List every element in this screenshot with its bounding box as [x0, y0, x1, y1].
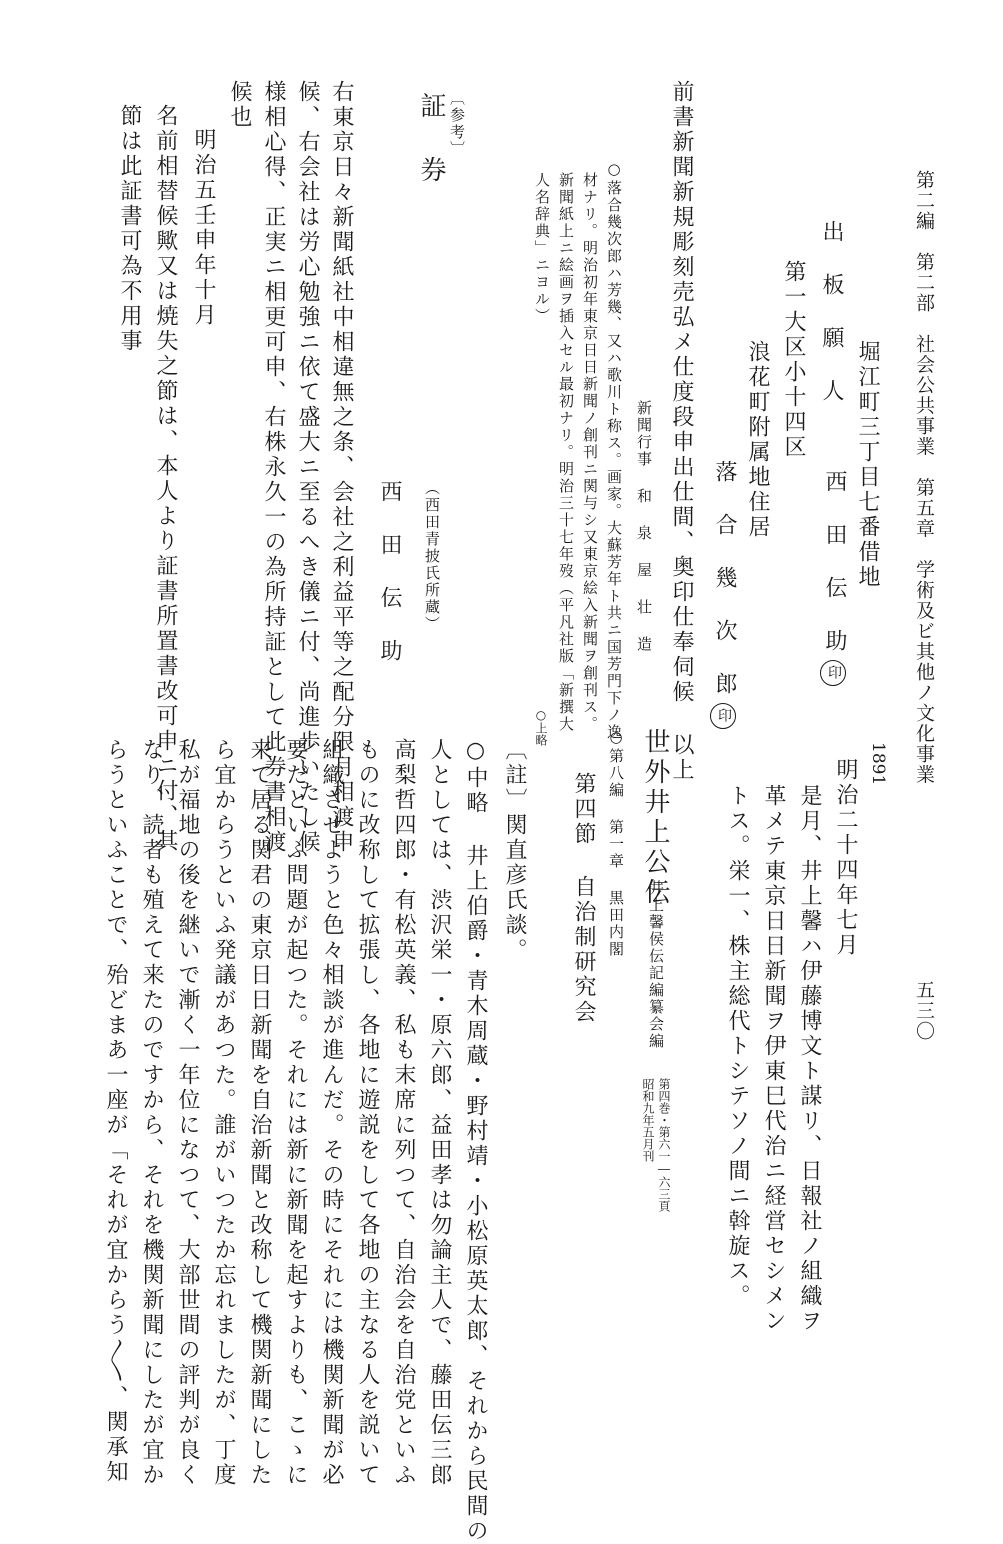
page-number: 五三〇	[913, 980, 935, 1042]
request-line: 前書新聞新規彫刻売弘メ仕度段申出仕間、奥印仕奉伺候 以上	[669, 80, 694, 783]
certificate-body-2: 候、右会社は労心勉強ニ依て盛大ニ至るへき儀ニ付、尚進歩いたし候	[295, 80, 320, 855]
official-line: 新聞行事 和 泉 屋 壮 造	[635, 400, 653, 653]
seki-note-line-11: らうといふことで、殆どまあ一座が「それが宜からう〳〵、関承知	[103, 738, 128, 1485]
running-head: 第二編 第二部 社会公共事業 第五章 学術及ビ其他ノ文化事業	[913, 170, 935, 785]
applicant-name: 西 田 伝 助印	[820, 470, 846, 686]
seki-note-heading: 〔註〕関直彦氏談。	[502, 738, 527, 963]
book-section: 第四節 自治制研究会	[571, 772, 596, 1025]
entry-line-1: 是月、井上馨ハ伊藤博文ト謀リ、日報社ノ組織ヲ	[797, 784, 822, 1334]
seki-note-line-5: 組織させようと色々相談が進んだ。その時にそれには機関新聞が必	[319, 738, 344, 1488]
address-line: 堀江町三丁目七番借地	[855, 340, 880, 590]
certificate-body-3: 様相心得、正実ニ相更可申、右株永久一の為所持証として此券書相渡	[261, 80, 286, 855]
note-ochiai-3: 新聞紙上ニ絵画ヲ插入セル最初ナリ。明治三十七年歿（平凡社版「新撰大	[557, 172, 575, 733]
book-chapter: ○第八編 第一章 黒田内閣	[607, 728, 625, 958]
certificate-date: 明治五壬申年十月	[191, 128, 216, 328]
certificate-source: （西田青披氏所蔵）	[423, 480, 441, 633]
seki-note-line-7: 来て居る関君の東京日日新聞を自治新聞と改称して機関新聞にした	[247, 738, 272, 1488]
seki-note-line-10: なり、読者も殖えて来たのですから、それを機関新聞にしたが宜か	[139, 738, 164, 1488]
entry-date: 明治二十四年七月	[833, 758, 858, 958]
certificate-title: 証 券	[416, 92, 446, 186]
applicant-label: 出 板 願 人	[819, 220, 844, 404]
note-ochiai-2: 材ナリ。明治初年東京日日新聞ノ創刊ニ関与シ又東京絵入新聞ヲ創刊ス。	[581, 172, 599, 733]
year-marker: 1891	[868, 742, 888, 786]
note-ochiai-4: 人名辞典」ニヨル）	[533, 172, 551, 325]
book-editor: 井上馨侯伝記編纂会編	[647, 880, 665, 1050]
book-volume-info: 第四巻・第六一―六三頁	[657, 1078, 671, 1212]
book-title: 世外井上公伝	[640, 728, 670, 908]
certificate-proviso-1: 名前相替候歟又は焼失之節は、本人より証書所置書改可申ニ付、其	[153, 104, 178, 854]
seki-note-line-1: ○中略 井上伯爵・青木周蔵・野村靖・小松原英太郎、それから民間の	[463, 738, 488, 1544]
book-pub-date: 昭和九年五月刊	[641, 1078, 655, 1162]
certificate-proviso-2: 節は此証書可為不用事	[117, 104, 142, 354]
seki-note-line-3: 高梨哲四郎・有松英義、私も末席に列つて、自治会を自治党といふ	[391, 738, 416, 1488]
note-ochiai-1: ○落合幾次郎ハ芳幾、又ハ歌川ト称ス。画家。大蘇芳年ト共ニ国芳門下ノ逸	[605, 160, 623, 741]
seal-mark: 印	[820, 660, 846, 686]
entry-line-3: トス。栄一、株主総代トシテソノ間ニ斡旋ス。	[725, 784, 750, 1309]
seki-note-line-9: 私が福地の後を継いで漸く一年位になつて、大部世間の評判が良く	[175, 738, 200, 1488]
certificate-body-4: 候也	[227, 80, 252, 130]
residence-line: 浪花町附属地住居	[745, 340, 770, 540]
jolyaku-mark: ○上略	[534, 708, 548, 746]
entry-line-2: 革メテ東京日日新聞ヲ伊東巳代治ニ経営セシメン	[761, 784, 786, 1334]
seki-note-line-2: 人としては、渋沢栄一・原六郎、益田孝は勿論主人で、藤田伝三郎	[427, 738, 452, 1488]
seki-note-line-4: ものに改称して拡張し、各地に遊説をして各地の主なる人を説いて	[355, 738, 380, 1488]
seki-note-line-6: 要だといふ問題が起つた。それには新に新聞を起すよりも、こゝに	[283, 738, 308, 1488]
certificate-body-1: 右東京日々新聞紙社中相違無之条、会社之利益平等之配分限月相渡申	[329, 80, 354, 855]
seki-note-line-8: ら宜からうといふ発議があつた。誰がいつたか忘れましたが、丁度	[211, 738, 236, 1488]
district-line: 第一大区小十四区	[781, 260, 806, 460]
certificate-signer: 西 田 伝 助	[377, 480, 402, 664]
co-applicant-name: 落 合 幾 次 郎印	[710, 460, 736, 729]
seal-mark-2: 印	[710, 703, 736, 729]
reference-label: 〔参考〕	[448, 90, 466, 158]
